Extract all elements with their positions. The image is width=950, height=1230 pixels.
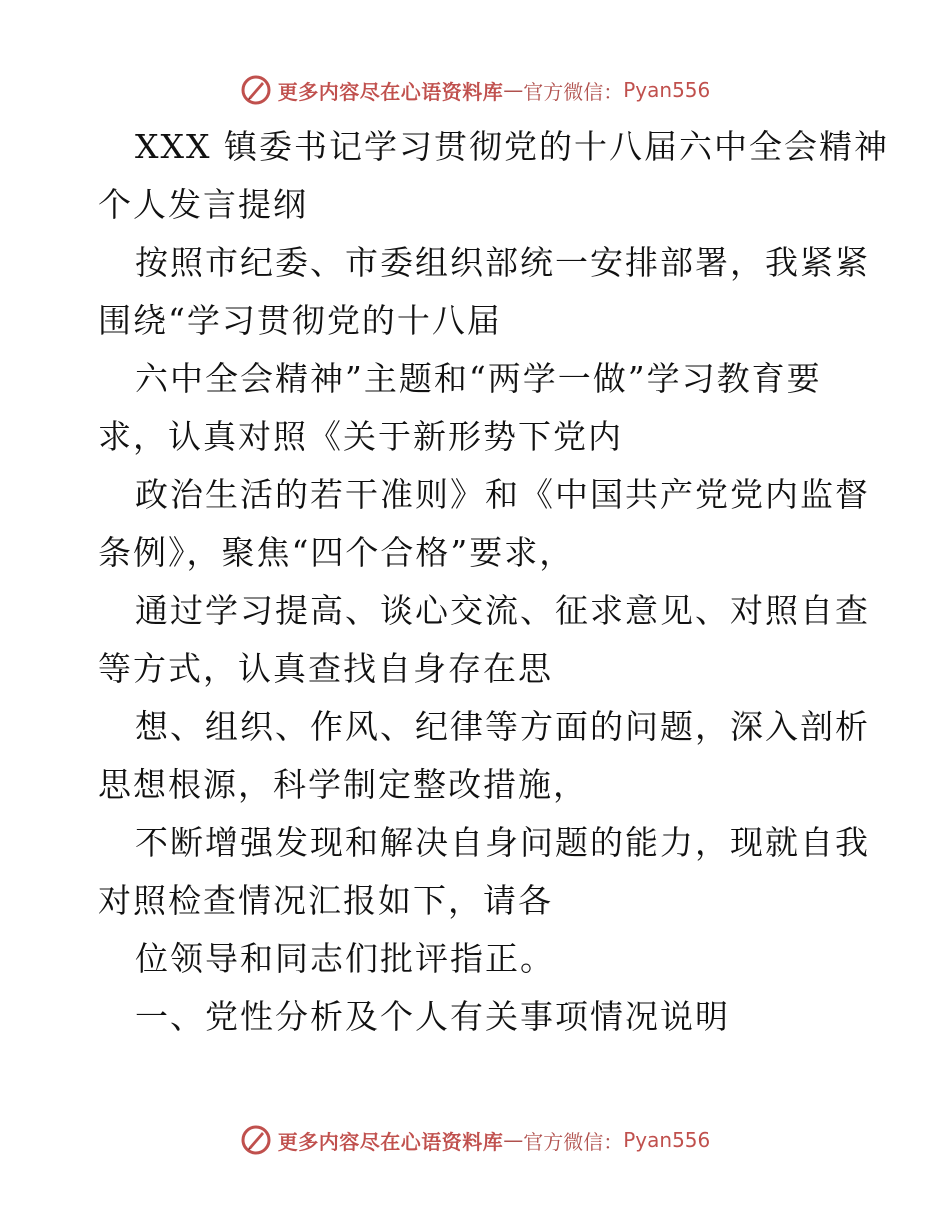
title-line-1: XXX 镇委书记学习贯彻党的十八届六中全会精神 <box>135 127 889 166</box>
footer-watermark <box>0 1120 950 1160</box>
watermark-main-text: 更多内容尽在心语资料库 <box>277 79 504 104</box>
paragraph-line: 按照市纪委、市委组织部统一安排部署，我紧紧 <box>135 243 870 282</box>
header-watermark <box>0 70 950 110</box>
paragraph-line: 对照检查情况汇报如下，请各 <box>98 881 553 920</box>
paragraph-line: 政治生活的若干准则》和《中国共产党党内监督 <box>135 475 870 514</box>
quill-logo-icon <box>240 1124 272 1156</box>
watermark-id: Pyan556 <box>623 78 711 102</box>
title-line-2: 个人发言提纲 <box>98 185 308 224</box>
paragraph-line: 求，认真对照《关于新形势下党内 <box>98 417 623 456</box>
section-heading: 一、党性分析及个人有关事项情况说明 <box>135 997 730 1036</box>
watermark-dash: — <box>503 78 524 102</box>
paragraph-line: 六中全会精神”主题和“两学一做”学习教育要 <box>135 359 822 398</box>
paragraph-line: 等方式，认真查找自身存在思 <box>98 649 553 688</box>
document-body <box>98 118 889 1046</box>
watermark-label: 官方微信： <box>523 1129 624 1154</box>
paragraph-line: 条例》，聚焦“四个合格”要求， <box>98 533 575 572</box>
watermark-main-text: 更多内容尽在心语资料库 <box>277 1129 504 1154</box>
paragraph-line: 不断增强发现和解决自身问题的能力，现就自我 <box>135 823 870 862</box>
quill-logo-icon <box>240 74 272 106</box>
watermark-dash: — <box>503 1128 524 1152</box>
paragraph-line: 想、组织、作风、纪律等方面的问题，深入剖析 <box>135 707 870 746</box>
paragraph-line: 思想根源，科学制定整改措施， <box>98 765 588 804</box>
paragraph-line: 位领导和同志们批评指正。 <box>135 939 555 978</box>
watermark-id: Pyan556 <box>623 1128 711 1152</box>
paragraph-line: 围绕“学习贯彻党的十八届 <box>98 301 502 340</box>
paragraph-line: 通过学习提高、谈心交流、征求意见、对照自查 <box>135 591 870 630</box>
watermark-label: 官方微信： <box>523 79 624 104</box>
